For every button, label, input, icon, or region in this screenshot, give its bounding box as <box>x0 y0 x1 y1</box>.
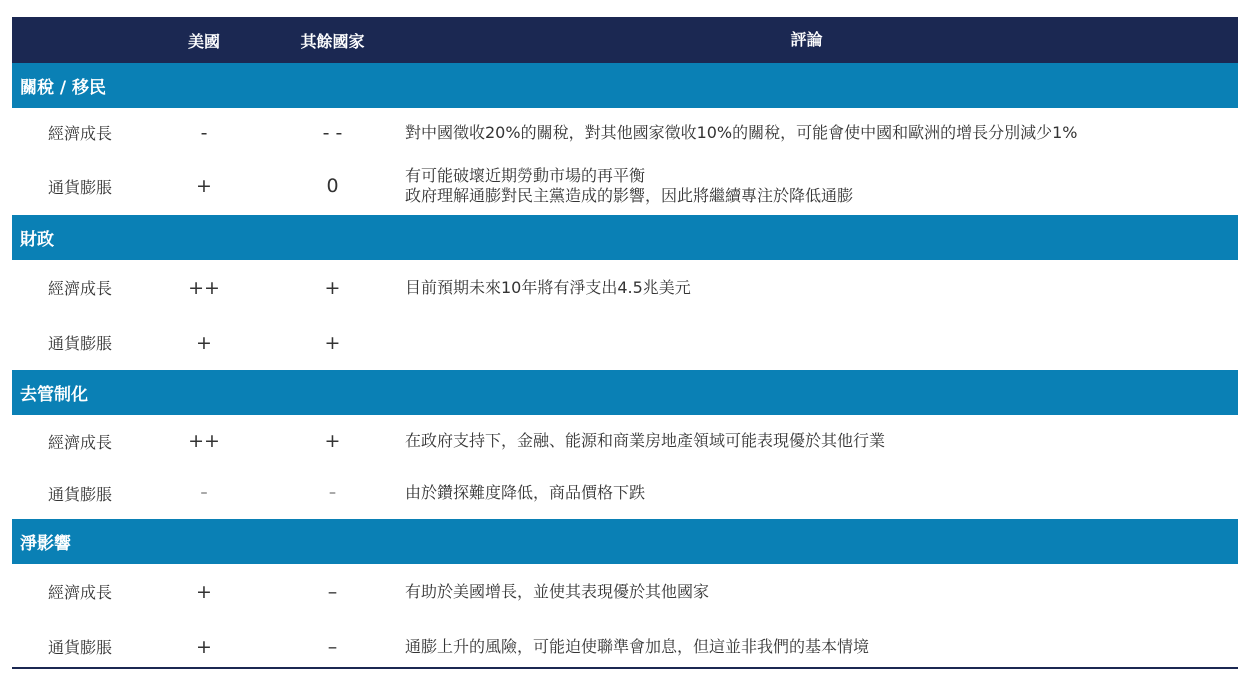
table-row <box>12 315 1238 370</box>
table-row <box>12 564 1238 619</box>
us-value: + <box>196 635 212 658</box>
other-value: – <box>327 580 338 603</box>
other-value: – <box>329 485 336 501</box>
comment <box>405 166 1238 206</box>
section-tariffs-immigration: 關稅 / 移民 <box>12 63 1238 108</box>
us-value: + <box>196 580 212 603</box>
other-value: + <box>324 430 341 452</box>
row-label: 經濟成長 <box>47 124 112 143</box>
row-label: 經濟成長 <box>47 279 112 298</box>
other-value: 0 <box>326 175 339 197</box>
comment <box>405 278 1238 298</box>
other-value: + <box>324 331 341 354</box>
comment-line: 目前預期未來10年將有淨支出4.5兆美元 <box>405 277 691 297</box>
comment <box>405 582 1238 602</box>
table-row <box>12 108 1238 157</box>
us-value: – <box>200 485 208 501</box>
table-row <box>12 260 1238 315</box>
us-value: - <box>200 121 208 144</box>
row-label: 通貨膨脹 <box>47 484 112 504</box>
comment-line: 政府理解通膨對民主黨造成的影響，因此將繼續專注於降低通膨 <box>405 186 854 205</box>
other-value: – <box>327 635 338 658</box>
row-label: 通貨膨脹 <box>47 334 112 353</box>
comment <box>405 123 1238 143</box>
table-header <box>12 17 1238 63</box>
table-row <box>12 415 1238 467</box>
comment <box>405 431 1238 451</box>
table-bottom-rule <box>12 667 1238 669</box>
comment-line: 通膨上升的風險，可能迫使聯準會加息，但這並非我們的基本情境 <box>405 636 870 656</box>
row-label: 經濟成長 <box>47 432 112 452</box>
comment-line: 在政府支持下，金融、能源和商業房地產領域可能表現優於其他行業 <box>405 431 886 450</box>
comment <box>405 637 1238 657</box>
policy-impact-table <box>12 17 1238 674</box>
table-row <box>12 619 1238 674</box>
header-comment: 評論 <box>790 30 823 49</box>
us-value: + <box>196 175 212 197</box>
us-value: ++ <box>188 430 220 452</box>
header-other-countries: 其餘國家 <box>300 31 365 51</box>
row-label: 經濟成長 <box>47 583 112 602</box>
table-row <box>12 467 1238 519</box>
section-net-impact: 淨影響 <box>12 519 1238 564</box>
header-us: 美國 <box>187 31 220 51</box>
comment-line: 有助於美國增長，並使其表現優於其他國家 <box>405 581 710 601</box>
us-value: ++ <box>188 276 220 299</box>
comment-line: 有可能破壞近期勞動市場的再平衡 <box>405 166 646 185</box>
comment-line: 對中國徵收20%的關稅，對其他國家徵收10%的關稅，可能會使中國和歐洲的增長分別減少1% <box>405 122 1078 142</box>
us-value: + <box>196 331 212 354</box>
row-label: 通貨膨脹 <box>47 177 112 197</box>
section-deregulation: 去管制化 <box>12 370 1238 415</box>
row-label: 通貨膨脹 <box>47 638 112 657</box>
comment <box>405 483 1238 503</box>
section-fiscal: 財政 <box>12 215 1238 260</box>
other-value: + <box>324 276 341 299</box>
table-row <box>12 157 1238 215</box>
other-value: - - <box>322 121 343 144</box>
comment-line: 由於鑽探難度降低，商品價格下跌 <box>405 483 646 502</box>
